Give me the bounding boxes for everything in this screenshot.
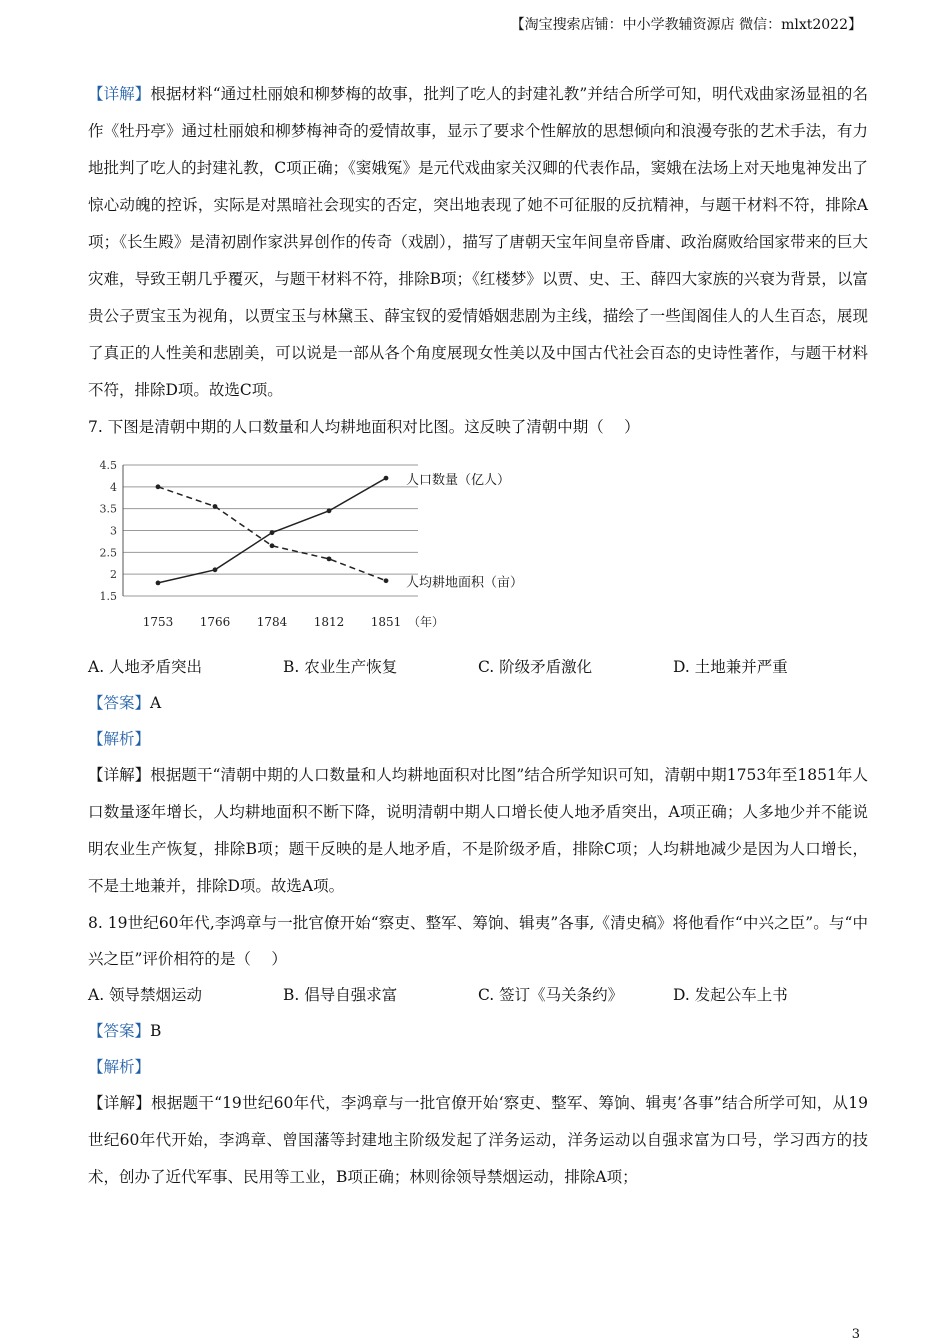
data-point [213,504,218,509]
x-tick-label: 1753 [142,615,174,629]
chart-svg [88,453,548,645]
q6-detail-paragraph [88,76,868,409]
detail-tag: 【详解】 [88,766,151,784]
x-tick-label: 1851 [370,615,402,629]
y-tick-label: 4 [110,480,117,494]
series-label-1: 人口数量（亿人） [406,473,511,489]
q8-answer [88,1013,868,1049]
q8-options [88,977,868,1013]
q8-option-b[interactable]: B. 倡导自强求富 [283,986,398,1004]
data-point [327,508,332,513]
q8-option-a[interactable]: A. 领导禁烟运动 [88,986,203,1004]
q7-options [88,649,868,685]
document-body [88,76,868,1196]
detail-tag: 【详解】 [88,1094,152,1112]
q7-analysis-tag: 【解析】 [88,730,151,748]
data-point [384,476,389,481]
answer-tag: 【答案】 [88,1022,151,1040]
page-header: 【淘宝搜索店铺：中小学教辅资源店 微信：mlxt2022】 [510,17,862,33]
data-point [156,581,161,586]
x-tick-label: 1812 [313,615,345,629]
q7-stem: 7. 下图是清朝中期的人口数量和人均耕地面积对比图。这反映了清朝中期（ ） [88,418,640,436]
y-tick-label: 3.5 [99,502,117,516]
data-point [156,484,161,489]
q7-option-a[interactable]: A. 人地矛盾突出 [88,658,203,676]
detail-text: 根据材料“通过杜丽娘和柳梦梅的故事，批判了吃人的封建礼教”并结合所学可知，明代戏曲家汤显祖的名作《牡丹亭》通过杜丽娘和柳梦梅神奇的爱情故事，显示了要求个性解放的思想倾向和浪漫夸张的艺术手法，有力地批判了吃人的封建礼教，C项正确；《窦娥冤》是元代戏曲家关汉卿的代表作品，窦娥在法场上对天地鬼神发出了惊心动魄的控诉，实际是对黑暗社会现实的否定，突出地表现了她不可征服的反抗精神，与题干材料不符，排除A项；《长生殿》是清初剧作家洪昇创作的传奇（戏剧），描写了唐朝天宝年间皇帝昏庸、政治腐败给国家带来的巨大灾难，导致王朝几乎覆灭，与题干材料不符，排除B项；《红楼梦》以贾、史、王、薛四大家族的兴衰为背景，以富贵公子贾宝玉为视角，以贾宝玉与林黛玉、薛宝钗的爱情婚姻悲剧为主线，描绘了一些闺阁佳人的人生百态，展现了真正的人性美和悲剧美，可以说是一部从各个角度展现女性美以及中国古代社会百态的史诗性著作，与题干材料不符，排除D项。故选C项。 [88,85,868,399]
q7-detail-paragraph [88,757,868,905]
data-point [213,567,218,572]
q8-detail-paragraph [88,1085,868,1196]
data-point [270,543,275,548]
q8-option-d[interactable]: D. 发起公车上书 [673,986,788,1004]
data-point [270,530,275,535]
x-unit-label: （年） [408,615,445,629]
q7-option-c[interactable]: C. 阶级矛盾激化 [478,658,593,676]
x-tick-label: 1766 [199,615,231,629]
page-number: 3 [851,1327,860,1342]
data-point [327,556,332,561]
answer-value: B [150,1022,162,1040]
y-tick-label: 2.5 [99,546,117,560]
q7-option-b[interactable]: B. 农业生产恢复 [283,658,398,676]
detail-tag: 【详解】 [88,85,151,103]
population-farmland-chart [88,453,548,645]
q7-answer [88,685,868,721]
x-tick-label: 1784 [256,615,288,629]
series-label-2: 人均耕地面积（亩） [406,575,524,591]
q8-analysis-tag: 【解析】 [88,1058,151,1076]
answer-value: A [150,694,162,712]
q8-option-c[interactable]: C. 签订《马关条约》 [478,986,624,1004]
y-tick-label: 4.5 [99,459,117,472]
answer-tag: 【答案】 [88,694,151,712]
q7-option-d[interactable]: D. 土地兼并严重 [673,658,788,676]
detail-text: 根据题干“清朝中期的人口数量和人均耕地面积对比图”结合所学知识可知，清朝中期1753年至1851年人口数量逐年增长，人均耕地面积不断下降，说明清朝中期人口增长使人地矛盾突出，A项正确；人多地少并不能说明农业生产恢复，排除B项；题干反映的是人地矛盾，不是阶级矛盾，排除C项；人均耕地减少是因为人口增长，不是土地兼并，排除D项。故选A项。 [88,766,868,895]
q8-stem: 8. 19世纪60年代,李鸿章与一批官僚开始“察吏、整军、筹饷、辑夷”各事,《清史稿》将他看作“中兴之臣”。与“中兴之臣”评价相符的是（ ） [88,914,868,968]
detail-text: 根据题干“19世纪60年代，李鸿章与一批官僚开始‘察吏、整军、筹饷、辑夷’各事”结合所学可知，从19世纪60年代开始，李鸿章、曾国藩等封建地主阶级发起了洋务运动，洋务运动以自强求富为口号，学习西方的技术，创办了近代军事、民用等工业，B项正确；林则徐领导禁烟运动，排除A项； [88,1094,868,1186]
y-tick-label: 2 [110,568,117,582]
data-point [384,578,389,583]
y-tick-label: 1.5 [99,590,117,603]
y-tick-label: 3 [110,524,117,538]
